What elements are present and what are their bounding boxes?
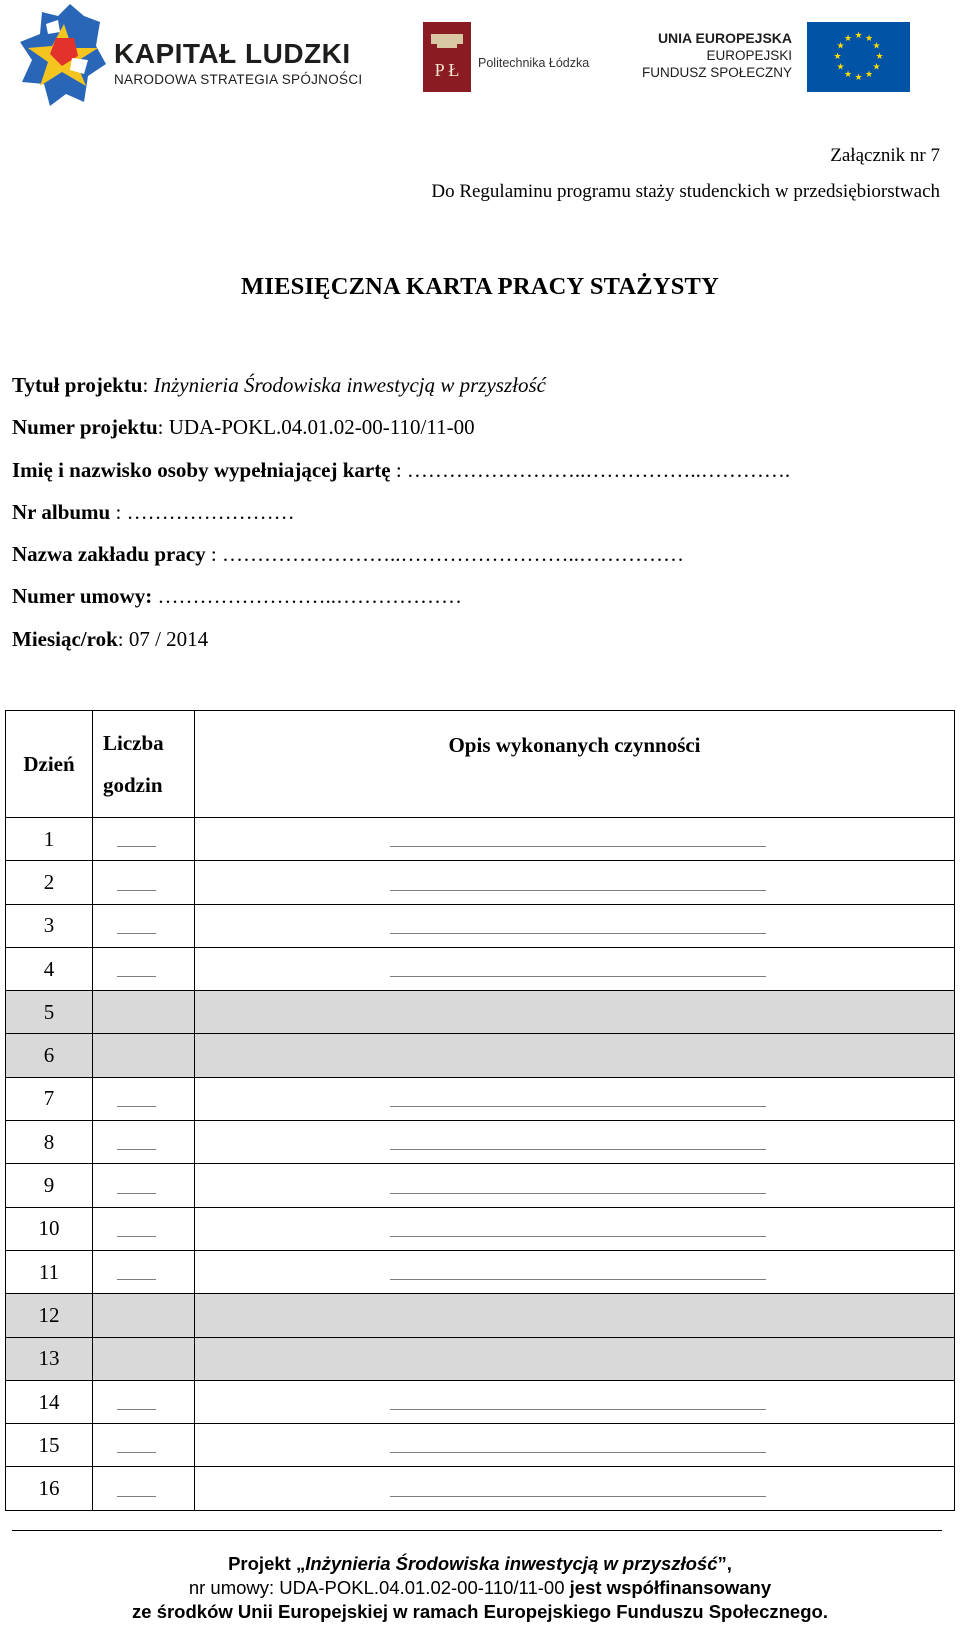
month-label: Miesiąc/rok bbox=[12, 626, 118, 651]
table-row bbox=[6, 1164, 955, 1207]
eu-line1: UNIA EUROPEJSKA bbox=[657, 30, 792, 46]
hours-cell[interactable] bbox=[93, 1034, 195, 1077]
hours-blank-line bbox=[117, 933, 156, 934]
hours-blank-line bbox=[117, 1452, 156, 1453]
col-hours-line1: Liczba bbox=[103, 731, 164, 755]
day-cell: 11 bbox=[6, 1250, 93, 1293]
table-row bbox=[6, 1121, 955, 1164]
description-cell[interactable] bbox=[195, 1294, 955, 1337]
table-row bbox=[6, 1467, 955, 1510]
description-blank-line bbox=[390, 890, 766, 891]
table-row bbox=[6, 904, 955, 947]
svg-text:★: ★ bbox=[854, 73, 863, 83]
svg-text:★: ★ bbox=[872, 41, 881, 52]
footer-project-name: Inżynieria Środowiska inwestycją w przyszłość bbox=[305, 1553, 718, 1574]
hours-blank-line bbox=[117, 1193, 156, 1194]
svg-text:★: ★ bbox=[875, 52, 884, 62]
description-blank-line bbox=[390, 846, 766, 847]
table-row bbox=[6, 1207, 955, 1250]
eu-line3: FUNDUSZ SPOŁECZNY bbox=[641, 65, 792, 80]
hours-blank-line bbox=[117, 1409, 156, 1410]
footer-divider bbox=[12, 1530, 942, 1531]
description-blank-line bbox=[390, 933, 766, 934]
annex-number: Załącznik nr 7 bbox=[830, 145, 940, 166]
description-cell[interactable] bbox=[195, 1121, 955, 1164]
day-cell: 6 bbox=[6, 1034, 93, 1077]
hours-blank-line bbox=[117, 846, 156, 847]
hours-cell[interactable] bbox=[93, 1424, 195, 1467]
album-row bbox=[12, 491, 790, 533]
project-title-label: Tytuł projektu bbox=[12, 373, 143, 397]
day-cell: 16 bbox=[6, 1467, 93, 1510]
description-blank-line bbox=[390, 1409, 766, 1410]
work-log-table bbox=[5, 710, 955, 1511]
description-blank-line bbox=[390, 1452, 766, 1453]
table-row bbox=[6, 1034, 955, 1077]
day-cell: 1 bbox=[6, 818, 93, 861]
project-number-label: Numer projektu bbox=[12, 415, 158, 440]
hours-cell[interactable] bbox=[93, 947, 195, 990]
description-cell[interactable] bbox=[195, 904, 955, 947]
description-blank-line bbox=[390, 1496, 766, 1497]
svg-text:★: ★ bbox=[864, 34, 874, 44]
description-cell[interactable] bbox=[195, 861, 955, 904]
hours-blank-line bbox=[117, 1149, 156, 1150]
col-desc-header: Opis wykonanych czynności bbox=[195, 711, 955, 818]
description-cell[interactable] bbox=[195, 1337, 955, 1380]
eu-text bbox=[642, 30, 792, 81]
description-cell[interactable] bbox=[195, 1034, 955, 1077]
col-hours-header bbox=[93, 711, 195, 818]
description-blank-line bbox=[390, 1279, 766, 1280]
album-label: Nr albumu bbox=[12, 499, 111, 524]
description-blank-line bbox=[390, 1193, 766, 1194]
politechnika-emblem-icon bbox=[423, 22, 471, 92]
description-blank-line bbox=[390, 1149, 766, 1150]
hours-blank-line bbox=[117, 1236, 156, 1237]
svg-text:★: ★ bbox=[836, 62, 845, 73]
table-row bbox=[6, 861, 955, 904]
day-cell: 9 bbox=[6, 1164, 93, 1207]
name-row bbox=[12, 449, 790, 491]
hours-blank-line bbox=[117, 1106, 156, 1107]
description-cell[interactable] bbox=[195, 818, 955, 861]
politechnika-logo bbox=[423, 20, 593, 92]
hours-cell[interactable] bbox=[93, 1164, 195, 1207]
company-field[interactable]: : ……………………..……………………..…………… bbox=[205, 542, 685, 567]
table-row bbox=[6, 818, 955, 861]
day-cell: 2 bbox=[6, 861, 93, 904]
footer-project-prefix: Projekt „ bbox=[228, 1553, 306, 1574]
hours-blank-line bbox=[117, 976, 156, 977]
hours-cell[interactable] bbox=[93, 1380, 195, 1423]
contract-field[interactable]: ……………………..……………… bbox=[152, 584, 462, 609]
project-number-row: Numer projektu: UDA-POKL.04.01.02-00-110/11-00 bbox=[12, 415, 475, 440]
eu-line2: EUROPEJSKI bbox=[706, 48, 792, 63]
footer-cofinanced: jest współfinansowany bbox=[564, 1577, 772, 1598]
table-row bbox=[6, 1380, 955, 1423]
eu-logo bbox=[641, 22, 910, 94]
table-header-row bbox=[6, 711, 955, 818]
hours-cell[interactable] bbox=[93, 1250, 195, 1293]
day-cell: 15 bbox=[6, 1424, 93, 1467]
col-hours-line2: godzin bbox=[103, 773, 163, 797]
project-title-value: Inżynieria Środowiska inwestycją w przyszłość bbox=[153, 373, 546, 397]
header-logos bbox=[0, 0, 960, 120]
day-cell: 8 bbox=[6, 1121, 93, 1164]
project-number-value: UDA-POKL.04.01.02-00-110/11-00 bbox=[168, 415, 475, 440]
politechnika-name: Politechnika Łódzka bbox=[478, 56, 590, 70]
description-cell[interactable] bbox=[195, 1467, 955, 1510]
footer-project-suffix: ”, bbox=[717, 1553, 732, 1574]
month-row bbox=[12, 618, 790, 660]
hours-cell[interactable] bbox=[93, 1337, 195, 1380]
kapital-ludzki-star-icon bbox=[18, 2, 108, 114]
day-cell: 12 bbox=[6, 1294, 93, 1337]
description-cell[interactable] bbox=[195, 1380, 955, 1423]
project-title-row: Tytuł projektu: Inżynieria Środowiska inwestycją w przyszłość bbox=[12, 373, 546, 397]
eu-flag-icon bbox=[807, 22, 910, 92]
description-cell[interactable] bbox=[195, 991, 955, 1034]
day-cell: 7 bbox=[6, 1077, 93, 1120]
hours-cell[interactable] bbox=[93, 1077, 195, 1120]
svg-text:★: ★ bbox=[843, 34, 853, 44]
description-cell[interactable] bbox=[195, 1207, 955, 1250]
svg-text:★: ★ bbox=[843, 70, 853, 80]
footer-line2 bbox=[0, 1576, 960, 1600]
hours-cell[interactable] bbox=[93, 1207, 195, 1250]
svg-text:★: ★ bbox=[864, 70, 874, 80]
annex-note bbox=[431, 138, 940, 210]
table-body bbox=[6, 818, 955, 1511]
hours-cell[interactable] bbox=[93, 1467, 195, 1510]
hours-cell[interactable] bbox=[93, 1294, 195, 1337]
page-title: MIESIĘCZNA KARTA PRACY STAŻYSTY bbox=[241, 273, 719, 300]
day-cell: 14 bbox=[6, 1380, 93, 1423]
hours-blank-line bbox=[117, 890, 156, 891]
table-row bbox=[6, 1337, 955, 1380]
company-row bbox=[12, 533, 790, 575]
day-cell: 3 bbox=[6, 904, 93, 947]
svg-text:★: ★ bbox=[833, 52, 842, 62]
description-cell[interactable] bbox=[195, 1250, 955, 1293]
name-label: Imię i nazwisko osoby wypełniającej kartę bbox=[12, 457, 391, 482]
politechnika-mark: P Ł bbox=[434, 60, 460, 80]
description-blank-line bbox=[390, 976, 766, 977]
hours-cell[interactable] bbox=[93, 904, 195, 947]
footer-line1 bbox=[0, 1552, 960, 1576]
table-row bbox=[6, 1294, 955, 1337]
day-cell: 5 bbox=[6, 991, 93, 1034]
table-row bbox=[6, 1424, 955, 1467]
footer-contract: nr umowy: UDA-POKL.04.01.02-00-110/11-00 bbox=[188, 1577, 565, 1598]
contract-row bbox=[12, 575, 790, 617]
album-field[interactable]: : …………………… bbox=[110, 499, 295, 524]
table-row bbox=[6, 1077, 955, 1120]
hours-blank-line bbox=[117, 1279, 156, 1280]
description-cell[interactable] bbox=[195, 1164, 955, 1207]
description-blank-line bbox=[390, 1236, 766, 1237]
hours-cell[interactable] bbox=[93, 991, 195, 1034]
svg-text:★: ★ bbox=[872, 62, 881, 73]
day-cell: 10 bbox=[6, 1207, 93, 1250]
kapital-ludzki-logo bbox=[18, 2, 363, 114]
description-blank-line bbox=[390, 1106, 766, 1107]
description-cell[interactable] bbox=[195, 1077, 955, 1120]
day-cell: 13 bbox=[6, 1337, 93, 1380]
footer bbox=[0, 1552, 960, 1624]
description-cell[interactable] bbox=[195, 1424, 955, 1467]
annex-regulation: Do Regulaminu programu staży studenckich w przedsiębiorstwach bbox=[431, 181, 940, 202]
description-cell[interactable] bbox=[195, 947, 955, 990]
hours-cell[interactable] bbox=[93, 818, 195, 861]
svg-text:★: ★ bbox=[854, 31, 863, 41]
name-field[interactable]: : ……………………..……………..…………. bbox=[390, 457, 791, 482]
col-day-header: Dzień bbox=[6, 711, 93, 818]
hours-cell[interactable] bbox=[93, 861, 195, 904]
contract-label: Numer umowy: bbox=[12, 584, 153, 609]
kapital-ludzki-subtitle: NARODOWA STRATEGIA SPÓJNOŚCI bbox=[114, 72, 363, 87]
month-value: : 07 / 2014 bbox=[117, 626, 209, 651]
footer-line3: ze środków Unii Europejskiej w ramach Europejskiego Funduszu Społecznego. bbox=[132, 1601, 828, 1622]
kapital-ludzki-title: KAPITAŁ LUDZKI bbox=[114, 38, 351, 69]
table-row bbox=[6, 947, 955, 990]
day-cell: 4 bbox=[6, 947, 93, 990]
company-label: Nazwa zakładu pracy bbox=[12, 542, 206, 567]
svg-text:★: ★ bbox=[836, 41, 845, 52]
table-row bbox=[6, 1250, 955, 1293]
table-row bbox=[6, 991, 955, 1034]
hours-cell[interactable] bbox=[93, 1121, 195, 1164]
info-section bbox=[12, 364, 790, 660]
hours-blank-line bbox=[117, 1496, 156, 1497]
